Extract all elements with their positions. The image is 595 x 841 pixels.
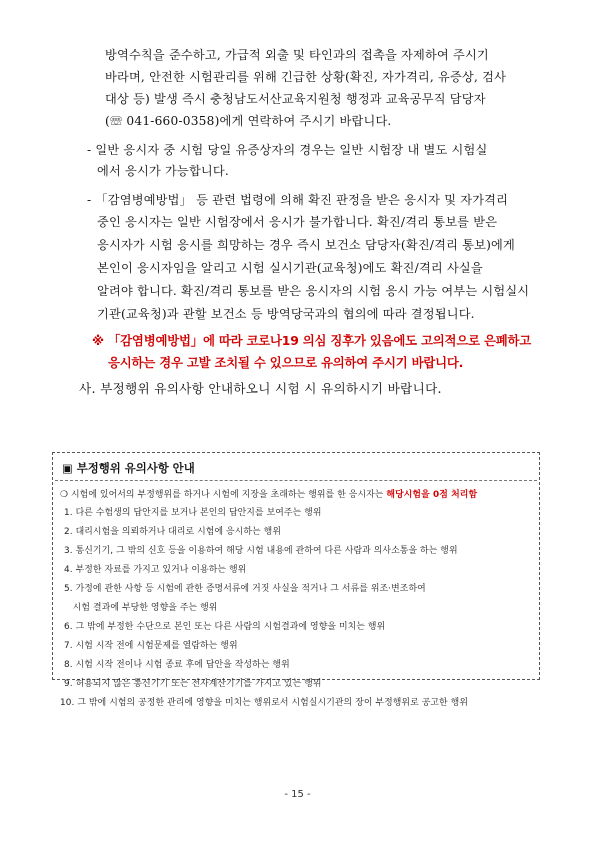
bullet-confirmed-case-cont: 응시자가 시험 응시를 희망하는 경우 즉시 보건소 담당자(확진/격리 통보)에게 (97, 238, 515, 252)
box-intro (60, 487, 477, 500)
bullet-general-applicant: - 일반 응시자 중 시험 당일 유증상자의 경우는 일반 시험장 내 별도 시험실 (87, 143, 488, 157)
list-item: 6. 그 밖에 부정한 수단으로 본인 또는 다른 사람의 시험결과에 영향을 미치는 행위 (64, 622, 386, 632)
list-item: 5. 가정에 관한 사항 등 시험에 관한 증명서류에 거짓 사실을 적거나 그 서류를 위조·변조하여 (64, 584, 426, 594)
list-item: 4. 부정한 자료를 가지고 있거나 이용하는 행위 (64, 565, 247, 575)
cheating-notice-box (52, 452, 540, 708)
bullet-confirmed-case-cont: 본인이 응시자임을 알리고 시험 실시기관(교육청)에도 확진/격리 사실을 (97, 261, 483, 275)
section-sa: 사. 부정행위 유의사항 안내하오니 시험 시 유의하시기 바랍니다. (79, 381, 442, 396)
box-intro-text: ❍ 시험에 있어서의 부정행위를 하거나 시험에 지장을 초래하는 행위를 한 응시자는 (60, 490, 387, 500)
list-item: 7. 시험 시작 전에 시험문제를 열람하는 행위 (64, 641, 238, 651)
box-intro-emphasis: 해당시험을 0점 처리함 (386, 490, 478, 500)
list-item: 3. 통신기기, 그 밖의 신호 등을 이용하여 해당 시험 내용에 관하여 다른 사람과 의사소통을 하는 행위 (64, 546, 458, 556)
warning-line-1: ※ 「감염병예방법」에 따라 코로나19 의심 징후가 있음에도 고의적으로 은폐하고 (92, 333, 532, 348)
list-item: 8. 시험 시작 전이나 시험 종료 후에 답안을 작성하는 행위 (64, 660, 290, 670)
text-line: 바라며, 안전한 시험관리를 위해 긴급한 상황(확진, 자가격리, 유증상, 검사 (105, 70, 507, 84)
warning-line-2: 응시하는 경우 고발 조치될 수 있으므로 유의하여 주시기 바랍니다. (108, 355, 464, 370)
text-line: 방역수칙을 준수하고, 가급적 외출 및 타인과의 접촉을 자제하여 주시기 (105, 48, 489, 62)
bullet-confirmed-case: - 「감염병예방법」 등 관련 법령에 의해 확진 판정을 받은 응시자 및 자가격리 (87, 193, 509, 207)
page-number: - 15 - (284, 789, 311, 800)
bullet-confirmed-case-cont: 알려야 합니다. 확진/격리 통보를 받은 응시자의 시험 응시 가능 여부는 시험실시 (97, 284, 530, 298)
text-line: (☏ 041-660-0358)에게 연락하여 주시기 바랍니다. (105, 114, 392, 128)
bullet-confirmed-case-cont: 기관(교육청)과 관할 보건소 등 방역당국과의 협의에 따라 결정됩니다. (97, 307, 475, 321)
bullet-confirmed-case-cont: 중인 응시자는 일반 시험장에서 응시가 불가합니다. 확진/격리 통보를 받은 (97, 215, 498, 229)
box-title: ▣ 부정행위 유의사항 안내 (62, 461, 195, 475)
text-line: 대상 등) 발생 즉시 충청남도서산교육지원청 행정과 교육공무직 담당자 (105, 92, 486, 106)
list-item: 1. 다른 수험생의 답안지를 보거나 본인의 답안지를 보여주는 행위 (64, 508, 322, 518)
bullet-general-applicant-cont: 에서 응시가 가능합니다. (97, 164, 229, 178)
list-item: 9. 허용되지 않은 통신기기 또는 전자계산기기를 가지고 있는 행위 (64, 679, 322, 689)
list-item: 시험 결과에 부당한 영향을 주는 행위 (64, 603, 218, 613)
list-item: 10. 그 밖에 시험의 공정한 관리에 영향을 미치는 행위로서 시험실시기관의 장이 부정행위로 공고한 행위 (60, 698, 468, 708)
paragraph-continuation (105, 44, 545, 132)
box-divider (55, 480, 537, 481)
list-item: 2. 대리시험을 의뢰하거나 대리로 시험에 응시하는 행위 (64, 527, 282, 537)
